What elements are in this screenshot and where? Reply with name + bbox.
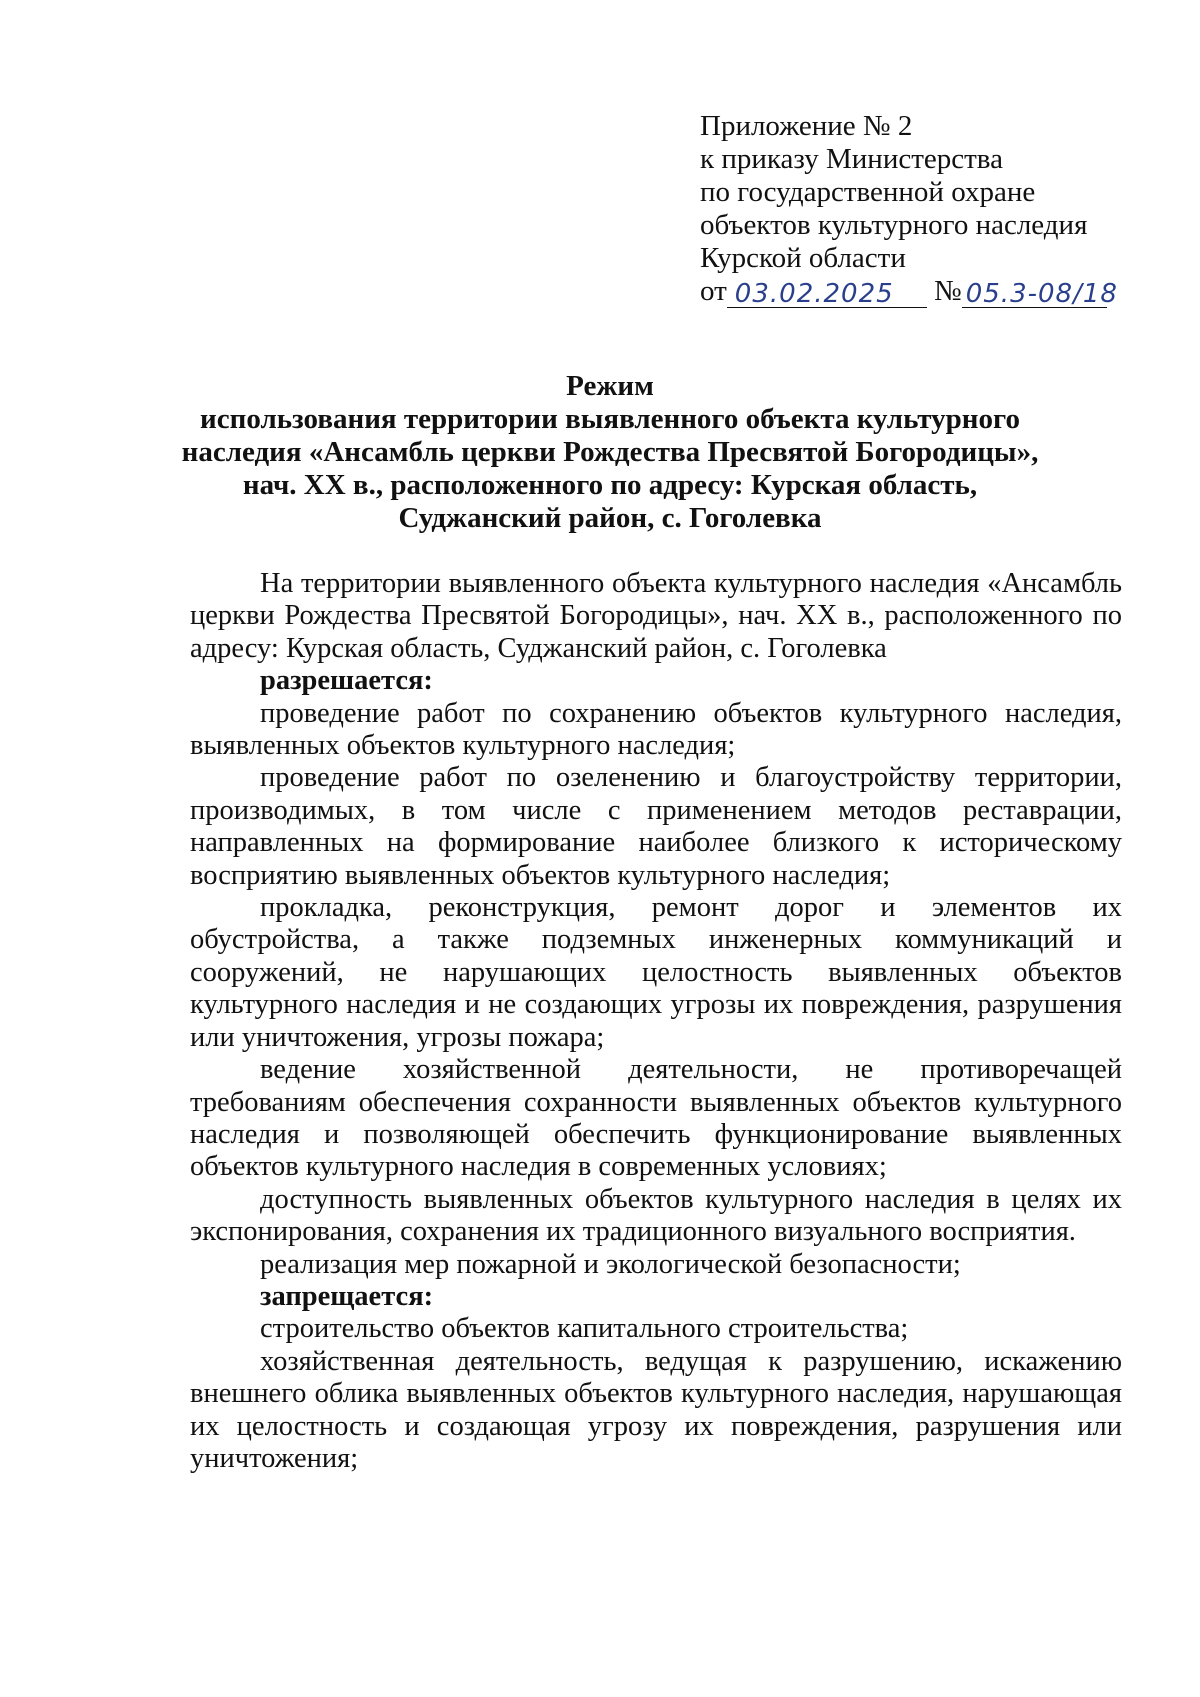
document-title [180, 370, 1040, 535]
allowed-item: проведение работ по озеленению и благоустройству территории, производимых, в том числе с применением методов реставрации, направленных на формирование наиболее близкого к историческому восприятию выявленных объектов культурного наследия; [190, 762, 1122, 891]
date-prefix: от [700, 275, 727, 307]
attachment-header [700, 110, 1140, 311]
order-date-number-line [700, 275, 1140, 311]
title-line: наследия «Ансамбль церкви Рождества Пресвятой Богородицы», [181, 436, 1039, 468]
date-field [727, 277, 927, 308]
forbidden-header: запрещается: [260, 1280, 434, 1312]
allowed-item: реализация мер пожарной и экологической безопасности; [260, 1248, 961, 1280]
allowed-item: ведение хозяйственной деятельности, не противоречащей требованиям обеспечения сохранности выявленных объектов культурного наследия и позволяющей обеспечить функционирование выявленных объектов культурного наследия в современных условиях; [190, 1054, 1122, 1183]
allowed-header: разрешается: [260, 665, 433, 697]
attachment-line: к приказу Министерства [700, 143, 1003, 175]
attachment-line: Приложение № 2 [700, 110, 913, 142]
allowed-item: прокладка, реконструкция, ремонт дорог и элементов их обустройства, а также подземных инженерных коммуникаций и сооружений, не нарушающих целостность выявленных объектов культурного наследия и не создающих угрозы их повреждения, разрушения или уничтожения, угрозы пожара; [190, 892, 1122, 1053]
attachment-line: объектов культурного наследия [700, 209, 1088, 241]
allowed-item: доступность выявленных объектов культурного наследия в целях их экспонирования, сохранения их традиционного визуального восприятия. [190, 1183, 1122, 1248]
allowed-item: проведение работ по сохранению объектов культурного наследия, выявленных объектов культурного наследия; [190, 697, 1122, 762]
number-prefix: № [934, 275, 962, 307]
number-field [962, 277, 1118, 309]
title-line: нач. XX в., расположенного по адресу: Курская область, [242, 469, 978, 501]
forbidden-item: хозяйственная деятельность, ведущая к разрушению, искажению внешнего облика выявленных объектов культурного наследия, нарушающая их целостность и создающая угрозу их повреждения, разрушения или уничтожения; [190, 1345, 1122, 1474]
document-body [190, 568, 1122, 1475]
handwritten-date: 03.02.2025 [734, 279, 894, 309]
title-line: Режим [566, 370, 654, 402]
title-line: использования территории выявленного объекта культурного [200, 403, 1020, 435]
forbidden-item: строительство объектов капитального строительства; [260, 1313, 909, 1345]
title-line: Суджанский район, с. Гоголевка [398, 502, 822, 534]
attachment-line: по государственной охране [700, 176, 1036, 208]
attachment-line: Курской области [700, 242, 906, 274]
intro-paragraph: На территории выявленного объекта культурного наследия «Ансамбль церкви Рождества Пресвятой Богородицы», нач. XX в., расположенного по адресу: Курская область, Суджанский район, с. Гоголевка [190, 568, 1122, 664]
handwritten-number: 05.3-08/18 [965, 279, 1118, 309]
